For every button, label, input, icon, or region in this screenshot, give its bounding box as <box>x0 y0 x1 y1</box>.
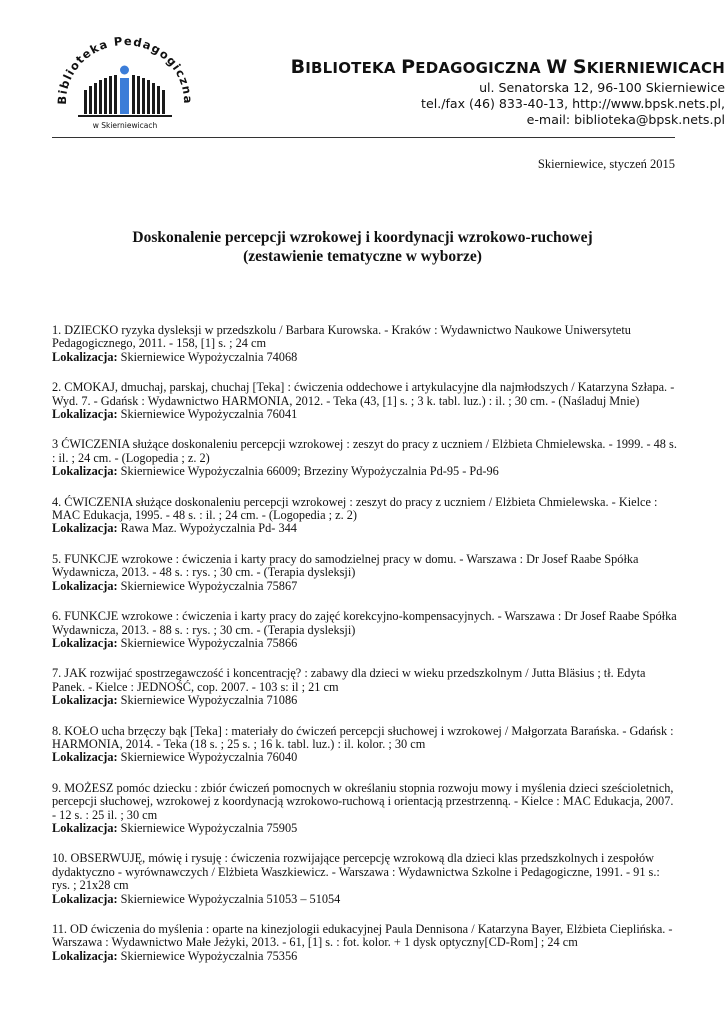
title-line-1: Doskonalenie percepcji wzrokowej i koordynacji wzrokowo-ruchowej <box>132 229 593 246</box>
entry-location: Lokalizacja: Skierniewice Wypożyczalnia 66009; Brzeziny Wypożyczalnia Pd-95 - Pd-96 <box>52 464 499 479</box>
bibliography-entry <box>52 438 677 478</box>
bibliography-entry <box>52 610 677 650</box>
library-logo <box>50 28 200 132</box>
entry-description: 11. OD ćwiczenia do myślenia : oparte na kinezjologii edukacyjnej Paula Dennisona / Katarzyna Bayer, Elżbieta Cieplińska. - Warszawa : Wydawnictwo Małe Jeżyki, 2013. - 61, [1] s. : fot. kolor. + 1 dysk optyczny[CD-Rom] ; 24 cm <box>52 922 673 950</box>
logo-bottom-text: w Skierniewicach <box>92 121 158 130</box>
entry-location: Lokalizacja: Skierniewice Wypożyczalnia 74068 <box>52 349 298 364</box>
entry-location: Lokalizacja: Skierniewice Wypożyczalnia 75356 <box>52 948 298 963</box>
entry-description: 6. FUNKCJE wzrokowe : ćwiczenia i karty pracy do zajęć korekcyjno-kompensacyjnych. - Warszawa : Dr Josef Raabe Spółka Wydawnicza, 2013. - 88 s. : rys. ; 30 cm. - (Terapia dysleksji) <box>52 609 677 637</box>
entry-location: Lokalizacja: Skierniewice Wypożyczalnia 75905 <box>52 820 298 835</box>
title-line-2: (zestawienie tematyczne w wyborze) <box>243 248 482 265</box>
library-email: e-mail: biblioteka@bpsk.nets.pl <box>526 112 725 127</box>
bibliography-entry <box>52 553 677 593</box>
bibliography-list <box>52 324 677 980</box>
entry-description: 10. OBSERWUJĘ, mówię i rysuję : ćwiczenia rozwijające percepcję wzrokową dla dzieci klas przedszkolnych i zespołów dydaktyczno - wyrównawczych / Elżbieta Waszkiewicz. - Warszawa : Wydawnictwa Szkolne i Pedagogiczne, 1991. - 91 s.: rys. ; 21x28 cm <box>52 851 660 893</box>
document-title <box>50 228 675 266</box>
entry-description: 5. FUNKCJE wzrokowe : ćwiczenia i karty pracy do samodzielnej pracy w domu. - Warszawa : Dr Josef Raabe Spółka Wydawnicza, 2013. - 48 s. : rys. ; 30 cm. - (Terapia dysleksji) <box>52 551 639 580</box>
entry-description: 1. DZIECKO ryzyka dysleksji w przedszkolu / Barbara Kurowska. - Kraków : Wydawnictwo Naukowe Uniwersytetu Pedagogicznego, 2011. - 158, [1] s. ; 24 cm <box>52 323 631 351</box>
letterhead <box>50 28 725 136</box>
bibliography-entry <box>52 381 677 421</box>
entry-description: 8. KOŁO ucha brzęczy bąk [Teka] : materiały do ćwiczeń percepcji słuchowej i wzrokowej / Małgorzata Barańska. - Gdańsk : HARMONIA, 2014. - Teka (18 s. ; 25 s. ; 16 k. tabl. luz.) : il. kolor. ; 30 cm <box>52 723 674 751</box>
entry-location: Lokalizacja: Skierniewice Wypożyczalnia 51053 – 51054 <box>52 891 341 906</box>
document-date: Skierniewice, styczeń 2015 <box>537 157 675 171</box>
reader-figure <box>120 66 129 115</box>
entry-description: 2. CMOKAJ, dmuchaj, parskaj, chuchaj [Teka] : ćwiczenia oddechowe i artykulacyjne dla najmłodszych / Katarzyna Szłapa. - Wyd. 7. - Gdańsk : Wydawnictwo HARMONIA, 2012. - Teka (43, [1] s. ; 3 k. tabl. luz.) : il. ; 30 cm. - (Naśladuj Mnie) <box>52 380 675 408</box>
bibliography-entry <box>52 923 677 963</box>
entry-description: 4. ĆWICZENIA służące doskonaleniu percepcji wzrokowej : zeszyt do pracy z uczniem / Elżbieta Chmielewska. - Kielce : MAC Edukacja, 1995. - 48 s. : il. ; 24 cm. - (Logopedia ; z. 2) <box>52 494 658 523</box>
bibliography-entry <box>52 667 677 707</box>
entry-location: Lokalizacja: Skierniewice Wypożyczalnia 75866 <box>52 635 298 650</box>
entry-location: Lokalizacja: Rawa Maz. Wypożyczalnia Pd- 344 <box>52 521 297 536</box>
entry-description: 7. JAK rozwijać spostrzegawczość i koncentrację? : zabawy dla dzieci w wieku przedszkolnym / Jutta Bläsius ; tł. Edyta Panek. - Kielce : JEDNOŚĆ, cop. 2007. - 103 s: il ; 21 cm <box>52 666 646 694</box>
entry-location: Lokalizacja: Skierniewice Wypożyczalnia 75867 <box>52 578 298 593</box>
bibliography-entry <box>52 324 677 364</box>
entry-location: Lokalizacja: Skierniewice Wypożyczalnia 76041 <box>52 407 298 422</box>
bibliography-entry <box>52 725 677 765</box>
header-divider <box>52 137 675 138</box>
entry-description: 3 ĆWICZENIA służące doskonaleniu percepcji wzrokowej : zeszyt do pracy z uczniem / Elżbieta Chmielewska. - 1999. - 48 s. : il. ; 24 cm. - (Logopedia ; z. 2) <box>52 437 677 465</box>
entry-location: Lokalizacja: Skierniewice Wypożyczalnia 71086 <box>52 693 298 708</box>
library-name: BIBLIOTEKA PEDAGOGICZNA W SKIERNIEWICACH <box>290 56 725 78</box>
library-address: ul. Senatorska 12, 96-100 Skierniewice <box>479 80 725 95</box>
library-phone-web: tel./fax (46) 833-40-13, http://www.bpsk.nets.pl, <box>421 96 725 111</box>
bibliography-entry <box>52 496 677 536</box>
entry-location: Lokalizacja: Skierniewice Wypożyczalnia 76040 <box>52 750 298 765</box>
entry-description: 9. MOŻESZ pomóc dziecku : zbiór ćwiczeń pomocnych w określaniu stopnia rozwoju mowy i myślenia dzieci sześcioletnich, percepcji słuchowej, wzrokowej z koordynacją wzrokowo-ruchową i orientacją przestrzenną. - Kielce : MAC Edukacja, 2007. - 12 s. : 25 il. ; 30 cm <box>52 780 674 822</box>
bibliography-entry <box>52 782 677 836</box>
logo-arc-text: Biblioteka Pedagogiczna <box>54 33 196 105</box>
bibliography-entry <box>52 852 677 906</box>
